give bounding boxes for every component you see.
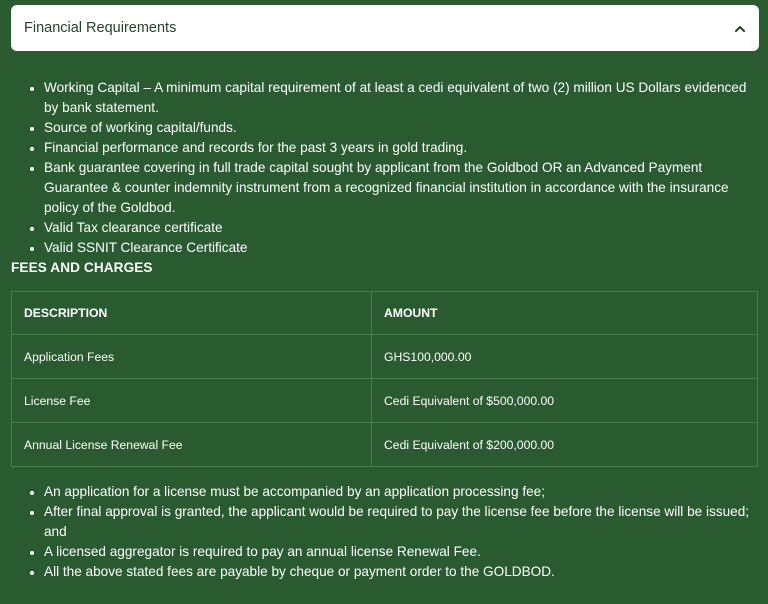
table-header-row xyxy=(12,292,758,335)
accordion-content xyxy=(11,78,759,582)
list-item: • An application for a license must be accompanied by an application processing fee; xyxy=(44,482,759,502)
fee-amount: Cedi Equivalent of $200,000.00 xyxy=(372,423,758,467)
fee-notes-list xyxy=(11,482,759,582)
table-row xyxy=(12,335,758,379)
financial-requirements-list xyxy=(11,78,759,258)
list-item: • Financial performance and records for the past 3 years in gold trading. xyxy=(44,138,759,158)
list-item: • After final approval is granted, the applicant would be required to pay the license fee before the license will be issued; and xyxy=(44,502,759,542)
accordion-title: Financial Requirements xyxy=(24,20,177,36)
table-row xyxy=(12,423,758,467)
list-item: • Valid Tax clearance certificate xyxy=(44,218,759,238)
chevron-up-icon[interactable] xyxy=(733,21,747,35)
list-item: • All the above stated fees are payable by cheque or payment order to the GOLDBOD. xyxy=(44,562,759,582)
fee-description: Application Fees xyxy=(12,335,372,379)
fee-amount: Cedi Equivalent of $500,000.00 xyxy=(372,379,758,423)
list-item: • Bank guarantee covering in full trade capital sought by applicant from the Goldbod OR an Advanced Payment Guarantee & counter indemnity instrument from a recognized financial institution in accordance with the insurance policy of the Goldbod. xyxy=(44,158,759,218)
list-item: • Working Capital – A minimum capital requirement of at least a cedi equivalent of two (2) million US Dollars evidenced by bank statement. xyxy=(44,78,759,118)
fee-amount: GHS100,000.00 xyxy=(372,335,758,379)
column-header-description: DESCRIPTION xyxy=(12,292,372,335)
column-header-amount: AMOUNT xyxy=(372,292,758,335)
table-row xyxy=(12,379,758,423)
fees-heading: FEES AND CHARGES xyxy=(11,260,153,275)
list-item: • Valid SSNIT Clearance Certificate xyxy=(44,238,759,258)
fee-description: Annual License Renewal Fee xyxy=(12,423,372,467)
list-item: • A licensed aggregator is required to pay an annual license Renewal Fee. xyxy=(44,542,759,562)
fee-description: License Fee xyxy=(12,379,372,423)
accordion-header-financial-requirements[interactable] xyxy=(11,5,759,51)
list-item: • Source of working capital/funds. xyxy=(44,118,759,138)
fees-table xyxy=(11,291,758,467)
